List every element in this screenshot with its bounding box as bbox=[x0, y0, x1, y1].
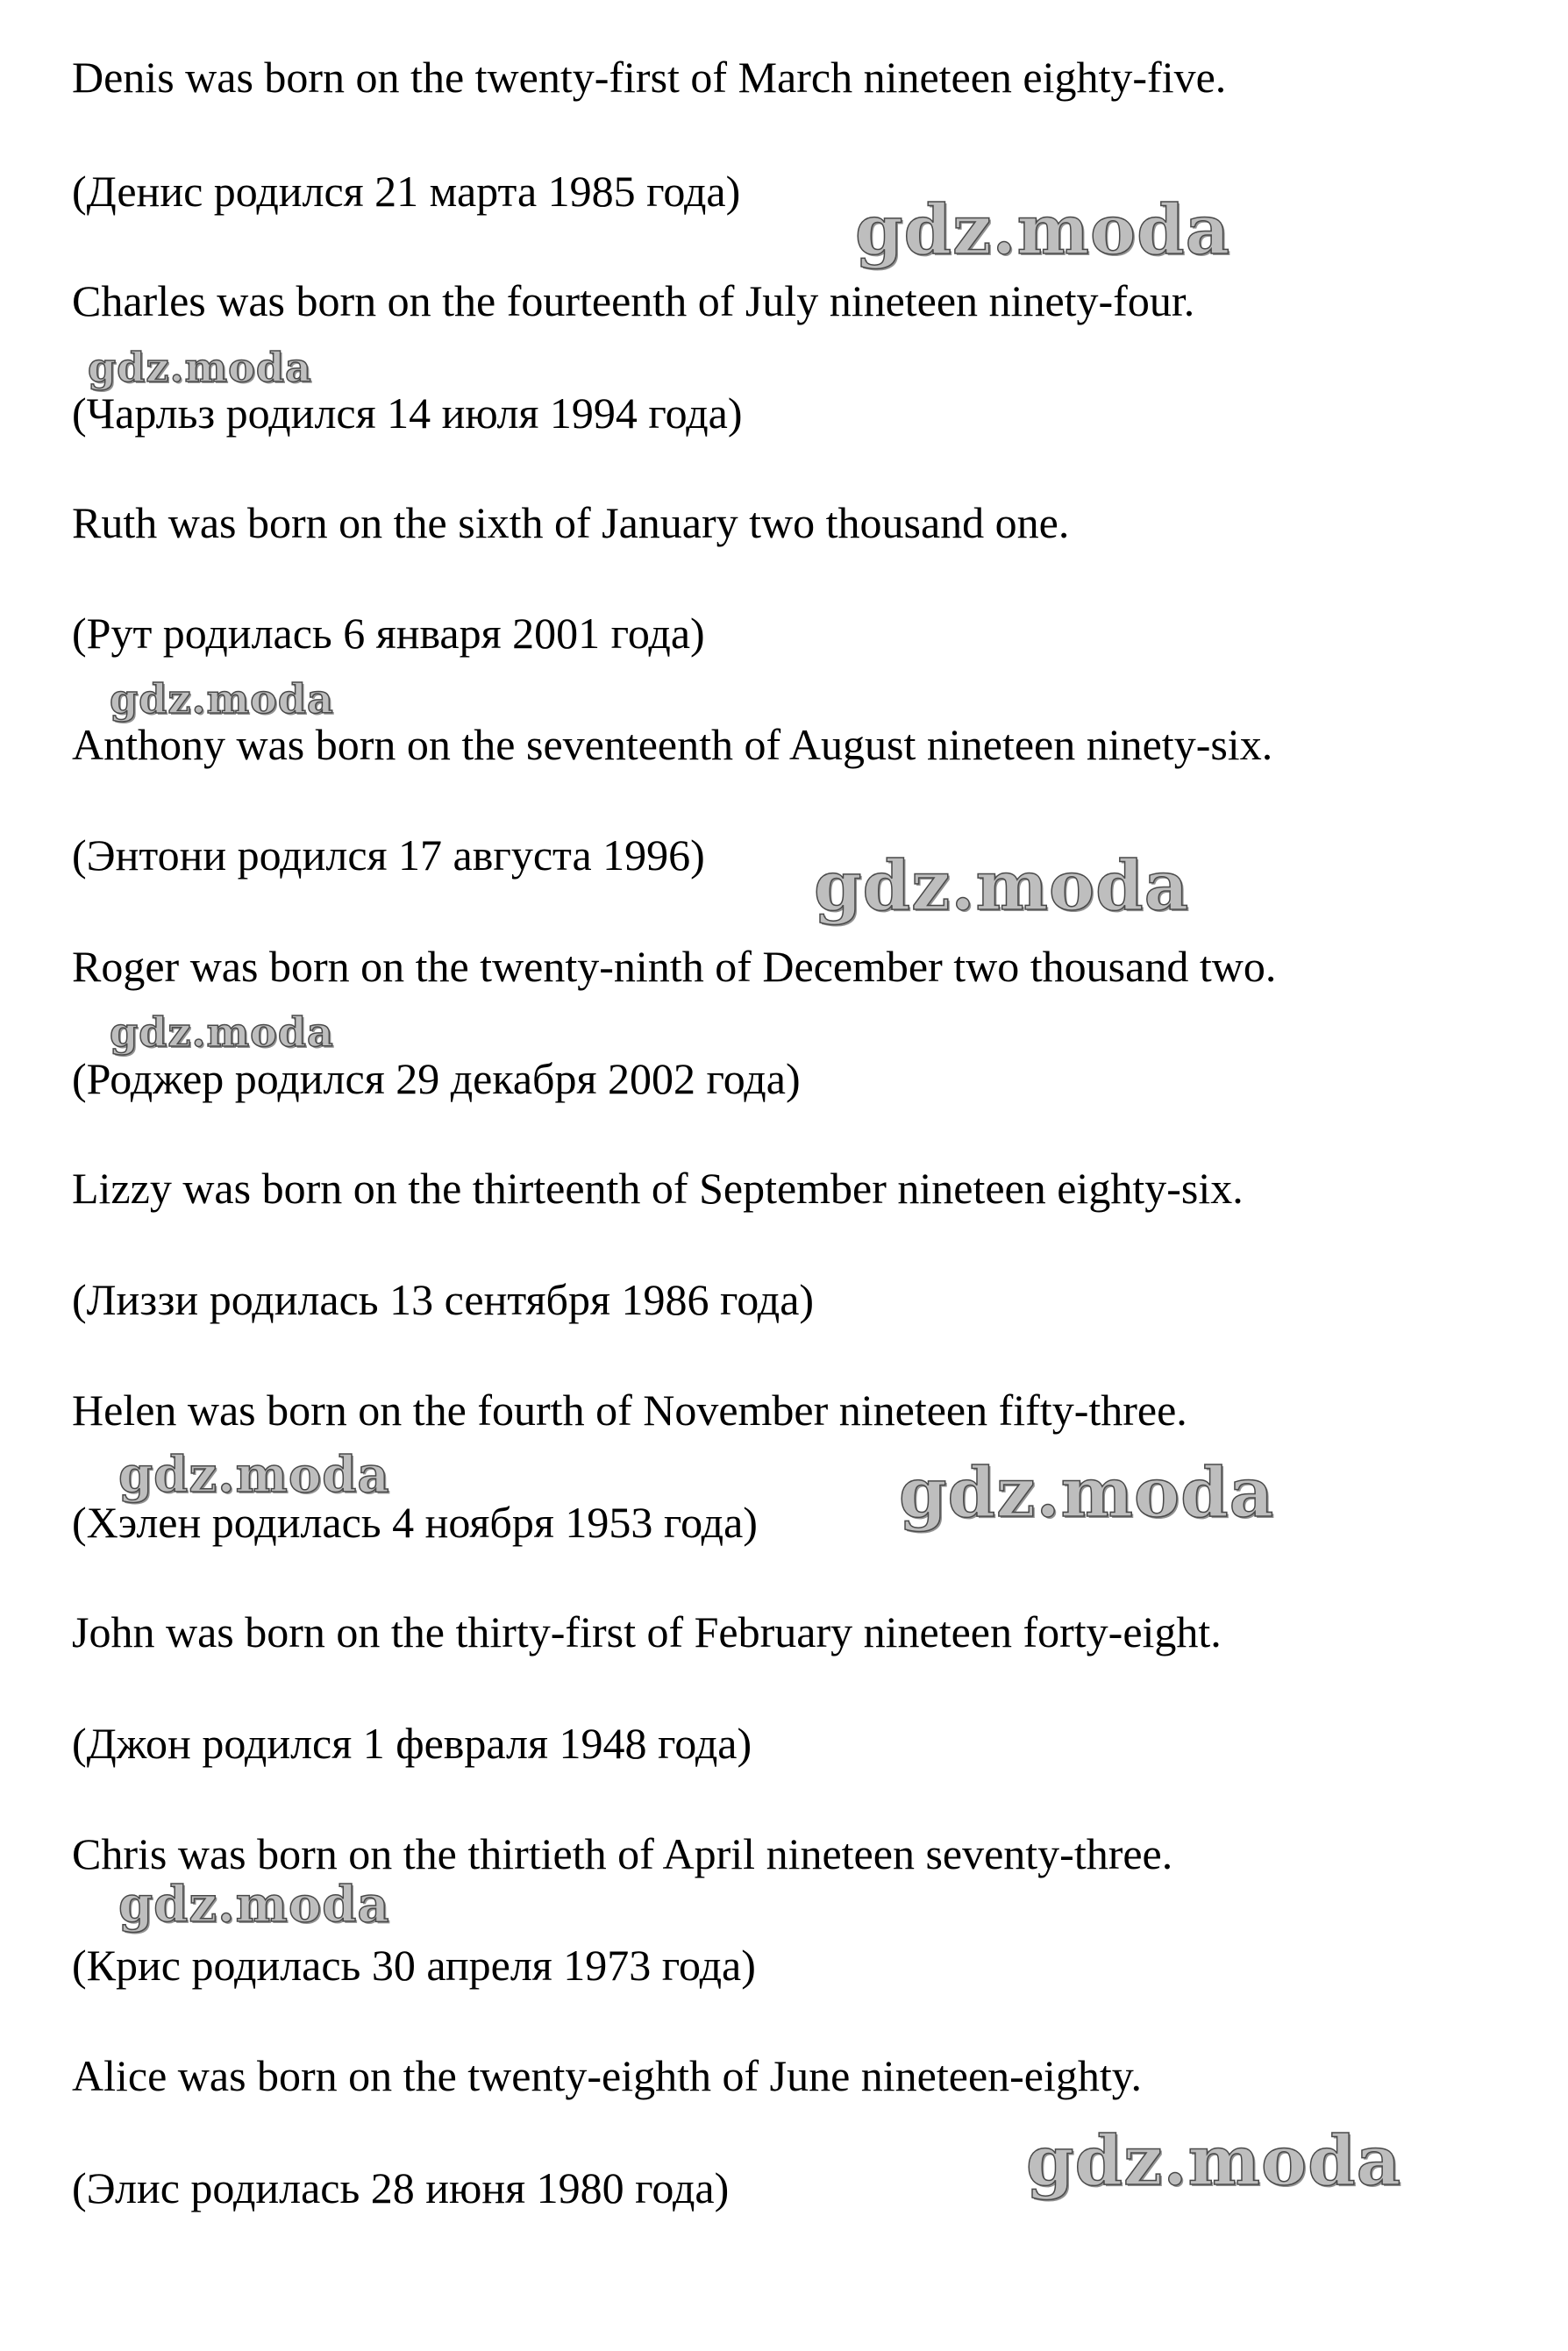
watermark-logo: gdz.moda bbox=[110, 1008, 334, 1056]
english-sentence: Charles was born on the fourteenth of July nineteen ninety-four. bbox=[72, 276, 1195, 325]
russian-translation: (Джон родился 1 февраля 1948 года) bbox=[72, 1719, 752, 1768]
russian-translation: (Чарльз родился 14 июля 1994 года) bbox=[72, 388, 743, 438]
watermark-logo: gdz.moda bbox=[1026, 2121, 1402, 2201]
english-sentence: Lizzy was born on the thirteenth of September nineteen eighty-six. bbox=[72, 1164, 1244, 1213]
english-sentence: Ruth was born on the sixth of January two thousand one. bbox=[72, 498, 1070, 547]
watermark-logo: gdz.moda bbox=[814, 846, 1190, 926]
watermark-logo: gdz.moda bbox=[899, 1453, 1275, 1533]
watermark-logo: gdz.moda bbox=[118, 1876, 390, 1934]
russian-translation: (Денис родился 21 марта 1985 года) bbox=[72, 167, 741, 216]
english-sentence: Chris was born on the thirtieth of April nineteen seventy-three. bbox=[72, 1829, 1173, 1878]
russian-translation: (Рут родилась 6 января 2001 года) bbox=[72, 609, 705, 658]
english-sentence: Denis was born on the twenty-first of March nineteen eighty-five. bbox=[72, 53, 1227, 102]
russian-translation: (Крис родилась 30 апреля 1973 года) bbox=[72, 1941, 756, 1990]
russian-translation: (Элис родилась 28 июня 1980 года) bbox=[72, 2163, 730, 2212]
russian-translation: (Роджер родился 29 декабря 2002 года) bbox=[72, 1054, 801, 1103]
watermark-logo: gdz.moda bbox=[110, 675, 334, 723]
russian-translation: (Энтони родился 17 августа 1996) bbox=[72, 830, 705, 880]
english-sentence: Helen was born on the fourth of November nineteen fifty-three. bbox=[72, 1386, 1187, 1435]
english-sentence: John was born on the thirty-first of February nineteen forty-eight. bbox=[72, 1607, 1222, 1656]
watermark-logo: gdz.moda bbox=[118, 1446, 390, 1504]
watermark-logo: gdz.moda bbox=[855, 190, 1231, 270]
watermark-logo: gdz.moda bbox=[88, 344, 312, 391]
english-sentence: Roger was born on the twenty-ninth of December two thousand two. bbox=[72, 942, 1277, 991]
english-sentence: Alice was born on the twenty-eighth of June nineteen-eighty. bbox=[72, 2051, 1143, 2100]
russian-translation: (Хэлен родилась 4 ноября 1953 года) bbox=[72, 1498, 758, 1547]
russian-translation: (Лиззи родилась 13 сентября 1986 года) bbox=[72, 1275, 815, 1324]
english-sentence: Anthony was born on the seventeenth of August nineteen ninety-six. bbox=[72, 720, 1273, 769]
